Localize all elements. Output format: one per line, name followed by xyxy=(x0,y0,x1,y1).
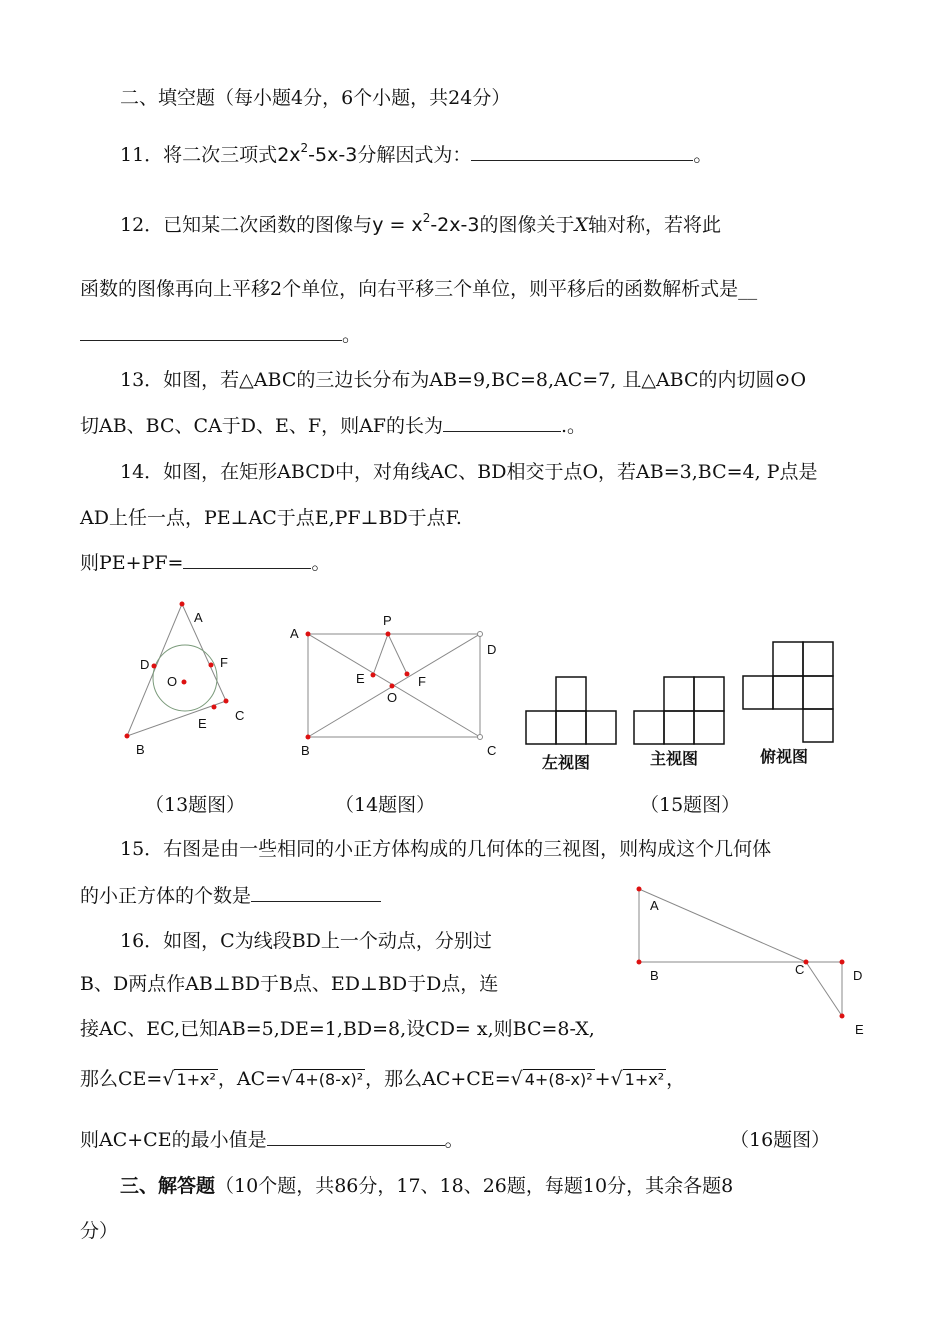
label-B: B xyxy=(301,743,310,758)
section-3-line2: 分） xyxy=(80,1220,119,1242)
caption-14: （14题图） xyxy=(335,794,436,816)
question-13-line1: 13．如图，若△ABC的三边长分布为AB=9,BC=8,AC=7, 且△ABC的内切圆⊙O xyxy=(120,369,807,391)
question-16-line4: 那么CE=√ 1+x² ，AC=√ 4+(8-x)² ，那么AC+CE=√ 4+(8-x)² +√ 1+x² ， xyxy=(80,1068,686,1090)
label-F: F xyxy=(418,674,426,689)
q12-expression: $y = x^2-2x-3$ xyxy=(372,211,480,236)
question-15-line1: 15．右图是由一些相同的小正方体构成的几何体的三视图，则构成这个几何体 xyxy=(120,838,772,860)
question-12-line3: 。 xyxy=(80,322,361,348)
question-12-line1: 12．已知某二次函数的图像与$y = x^2-2x-3$的图像关于X轴对称，若将此 xyxy=(120,211,722,236)
question-14-line2: AD上任一点，PE⊥AC于点E,PF⊥BD于点F. xyxy=(80,507,462,529)
q11-prefix: 11．将二次三项式 xyxy=(120,144,278,166)
caption-13: （13题图） xyxy=(145,794,246,816)
question-16-line3: 接AC、EC,已知AB=5,DE=1,BD=8,设CD= x,则BC=8-X, xyxy=(80,1018,595,1040)
label-C: C xyxy=(487,743,497,758)
figure-16 xyxy=(630,880,870,1040)
label-O: O xyxy=(387,690,398,705)
label-A: A xyxy=(194,610,203,625)
q15-answer-blank[interactable] xyxy=(251,883,381,902)
q11-answer-blank[interactable] xyxy=(471,142,693,161)
label-E: E xyxy=(356,671,365,686)
view-label-front: 主视图 xyxy=(650,749,699,768)
section-3-title: 三、解答题 xyxy=(120,1175,216,1197)
left-view xyxy=(526,677,616,744)
question-14-line3: 则PE+PF= 。 xyxy=(80,552,331,574)
label-P: P xyxy=(383,613,392,628)
label-D: D xyxy=(140,657,150,672)
label-O: O xyxy=(167,674,178,689)
radical-ac: 4+(8-x)² xyxy=(295,1070,364,1089)
radical-sum-2: 1+x² xyxy=(624,1070,665,1089)
q11-expression: $2x^2-5x-3$ xyxy=(277,141,358,166)
q11-suffix: 分解因式为： xyxy=(357,144,472,166)
q13-answer-blank[interactable] xyxy=(443,413,561,432)
question-11: 11．将二次三项式$2x^2-5x-3$分解因式为： 。 xyxy=(120,141,713,166)
top-view xyxy=(743,642,833,742)
front-view xyxy=(634,677,724,744)
figure-14 xyxy=(285,610,515,770)
label-A: A xyxy=(290,626,299,641)
radical-ce: 1+x² xyxy=(176,1070,216,1089)
question-16-line5: 则AC+CE的最小值是 。 xyxy=(80,1129,464,1151)
question-14-line1: 14．如图，在矩形ABCD中，对角线AC、BD相交于点O，若AB=3,BC=4, P点是 xyxy=(120,461,818,483)
label-B: B xyxy=(136,742,145,757)
figure-13 xyxy=(110,595,260,765)
section-header: 二、填空题（每小题4分，6个小题，共24分） xyxy=(120,87,511,109)
caption-15: （15题图） xyxy=(640,794,741,816)
label-D: D xyxy=(487,642,497,657)
label-E: E xyxy=(855,1022,864,1037)
figure-15 xyxy=(520,640,840,780)
question-13-line2: 切AB、BC、CA于D、E、F，则AF的长为 .。 xyxy=(80,415,587,437)
label-D: D xyxy=(853,968,863,983)
section-3-line1: 三、解答题（10个题，共86分，17、18、26题，每题10分，其余各题8 xyxy=(120,1175,734,1197)
question-15-line2: 的小正方体的个数是 xyxy=(80,883,381,909)
label-C: C xyxy=(235,708,245,723)
label-C: C xyxy=(795,962,805,977)
q16-answer-blank[interactable] xyxy=(267,1127,445,1146)
label-A: A xyxy=(650,898,659,913)
question-16-line1: 16．如图，C为线段BD上一个动点，分别过 xyxy=(120,930,492,952)
caption-16: （16题图） xyxy=(730,1129,831,1151)
view-label-left: 左视图 xyxy=(542,753,591,772)
view-label-top: 俯视图 xyxy=(760,747,809,766)
question-16-line2: B、D两点作AB⊥BD于B点、ED⊥BD于D点，连 xyxy=(80,973,499,995)
label-B: B xyxy=(650,968,659,983)
q12-answer-blank[interactable] xyxy=(80,322,342,341)
q14-answer-blank[interactable] xyxy=(183,550,311,569)
radical-sum-1: 4+(8-x)² xyxy=(524,1070,593,1089)
question-12-line2: 函数的图像再向上平移2个单位，向右平移三个单位，则平移后的函数解析式是__ xyxy=(80,278,758,300)
label-E: E xyxy=(198,716,207,731)
label-F: F xyxy=(220,655,228,670)
incircle xyxy=(153,645,217,711)
